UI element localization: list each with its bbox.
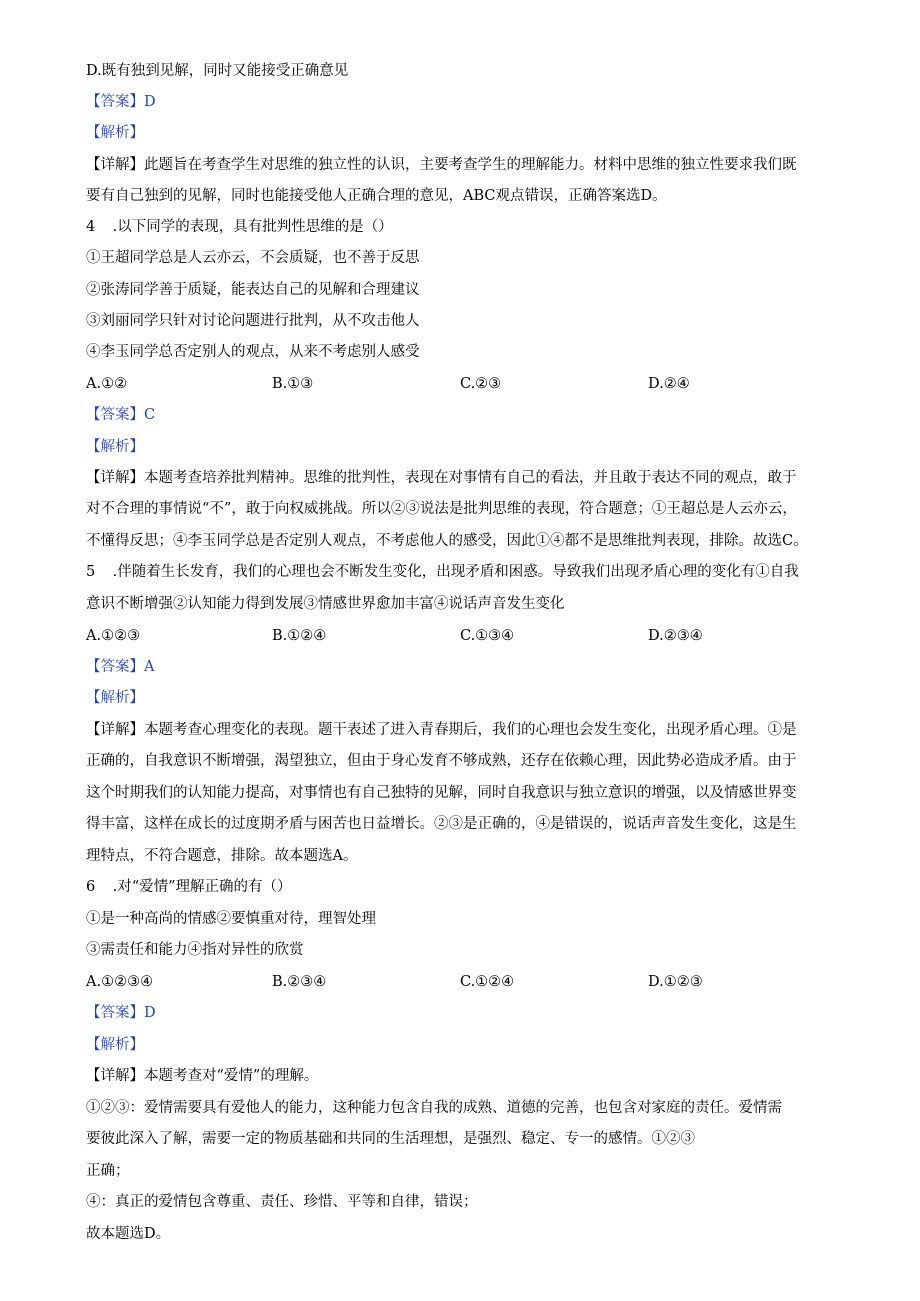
q3-detail-line: 要有自己独到的见解，同时也能接受他人正确合理的意见，ABC观点错误，正确答案选D。 bbox=[86, 188, 667, 204]
q5-number: 5 bbox=[86, 564, 96, 580]
q5-detail-line: 【详解】本题考查心理变化的表现。题干表述了进入青春期后，我们的心理也会发生变化，出现矛盾心理。①是 bbox=[86, 722, 797, 738]
q5-detail-line: 正确的，自我意识不断增强，渴望独立，但由于身心发育不够成熟，还存在依赖心理，因此势必造成矛盾。由于 bbox=[86, 753, 797, 769]
q5-stem-cont: 意识不断增强②认知能力得到发展③情感世界愈加丰富④说话声音发生变化 bbox=[86, 596, 565, 612]
q6-analysis-label: 【解析】 bbox=[86, 1037, 144, 1053]
q6-number: 6 bbox=[86, 879, 96, 895]
q4-option-c: C.②③ bbox=[460, 376, 502, 392]
q5-analysis-label: 【解析】 bbox=[86, 690, 144, 706]
q5-option-a: A.①②③ bbox=[86, 628, 141, 644]
q4-answer: 【答案】C bbox=[86, 407, 156, 423]
q6-detail-line: 正确； bbox=[86, 1163, 130, 1179]
q6-option-b: B.②③④ bbox=[272, 974, 327, 990]
q5-answer: 【答案】A bbox=[86, 659, 155, 675]
q4-option-a: A.①② bbox=[86, 376, 128, 392]
q4-item: ③刘丽同学只针对讨论问题进行批判，从不攻击他人 bbox=[86, 313, 420, 329]
q6-stem bbox=[86, 877, 292, 897]
q6-item: ①是一种高尚的情感②要慎重对待，理智处理 bbox=[86, 911, 376, 927]
q3-detail-line: 【详解】此题旨在考查学生对思维的独立性的认识，主要考查学生的理解能力。材料中思维的独立性要求我们既 bbox=[86, 157, 797, 173]
q6-detail-line: ①②③：爱情需要具有爱他人的能力，这种能力包含自我的成熟、道德的完善，也包含对家庭的责任。爱情需 bbox=[86, 1100, 782, 1116]
q4-detail-line: 对不合理的事情说“不”，敢于向权威挑战。所以②③说法是批判思维的表现，符合题意；①王超总是人云亦云， bbox=[86, 501, 797, 517]
q3-answer: 【答案】D bbox=[86, 94, 156, 110]
q4-item: ①王超同学总是人云亦云，不会质疑，也不善于反思 bbox=[86, 250, 420, 266]
q4-stem-text: .以下同学的表现，具有批判性思维的是（） bbox=[108, 219, 393, 235]
q4-analysis-label: 【解析】 bbox=[86, 439, 144, 455]
q6-stem-text: .对“爱情”理解正确的有（） bbox=[108, 879, 292, 895]
q5-stem bbox=[86, 562, 799, 582]
q4-item: ②张涛同学善于质疑，能表达自己的见解和合理建议 bbox=[86, 282, 420, 298]
q4-detail-line: 不懂得反思；④李玉同学总是否定别人观点，不考虑他人的感受，因此①④都不是思维批判表现，排除。故选C。 bbox=[86, 533, 808, 549]
q6-option-a: A.①②③④ bbox=[86, 974, 154, 990]
q6-item: ③需责任和能力④指对异性的欣赏 bbox=[86, 942, 304, 958]
q6-option-c: C.①②④ bbox=[460, 974, 515, 990]
q4-detail-line: 【详解】本题考查培养批判精神。思维的批判性，表现在对事情有自己的看法，并且敢于表达不同的观点，敢于 bbox=[86, 470, 797, 486]
q4-item: ④李玉同学总否定别人的观点，从来不考虑别人感受 bbox=[86, 344, 420, 360]
q6-detail-line: ④：真正的爱情包含尊重、责任、珍惜、平等和自律，错误； bbox=[86, 1194, 478, 1210]
q5-detail-line: 得丰富，这样在成长的过度期矛盾与困苦也日益增长。②③是正确的，④是错误的，说话声音发生变化，这是生 bbox=[86, 816, 797, 832]
q4-number: 4 bbox=[86, 219, 96, 235]
q4-option-d: D.②④ bbox=[648, 376, 690, 392]
q6-detail-line: 要彼此深入了解，需要一定的物质基础和共同的生活理想，是强烈、稳定、专一的感情。①②③ bbox=[86, 1131, 695, 1147]
q5-option-c: C.①③④ bbox=[460, 628, 515, 644]
q4-stem bbox=[86, 217, 393, 237]
q5-detail-line: 理特点，不符合题意，排除。故本题选A。 bbox=[86, 848, 358, 864]
q5-option-d: D.②③④ bbox=[648, 628, 703, 644]
q6-option-d: D.①②③ bbox=[648, 974, 703, 990]
q4-option-b: B.①③ bbox=[272, 376, 314, 392]
q5-option-b: B.①②④ bbox=[272, 628, 327, 644]
q6-answer: 【答案】D bbox=[86, 1005, 156, 1021]
q6-detail-line: 故本题选D。 bbox=[86, 1226, 171, 1242]
q5-detail-line: 这个时期我们的认知能力提高，对事情也有自己独特的见解，同时自我意识与独立意识的增强，以及情感世界变 bbox=[86, 785, 797, 801]
q6-detail-line: 【详解】本题考查对“爱情”的理解。 bbox=[86, 1068, 319, 1084]
q5-stem-text: .伴随着生长发育，我们的心理也会不断发生变化，出现矛盾和困惑。导致我们出现矛盾心理的变化有①自我 bbox=[108, 564, 799, 580]
q3-analysis-label: 【解析】 bbox=[86, 125, 144, 141]
q3-option-d: D.既有独到见解，同时又能接受正确意见 bbox=[86, 63, 349, 79]
